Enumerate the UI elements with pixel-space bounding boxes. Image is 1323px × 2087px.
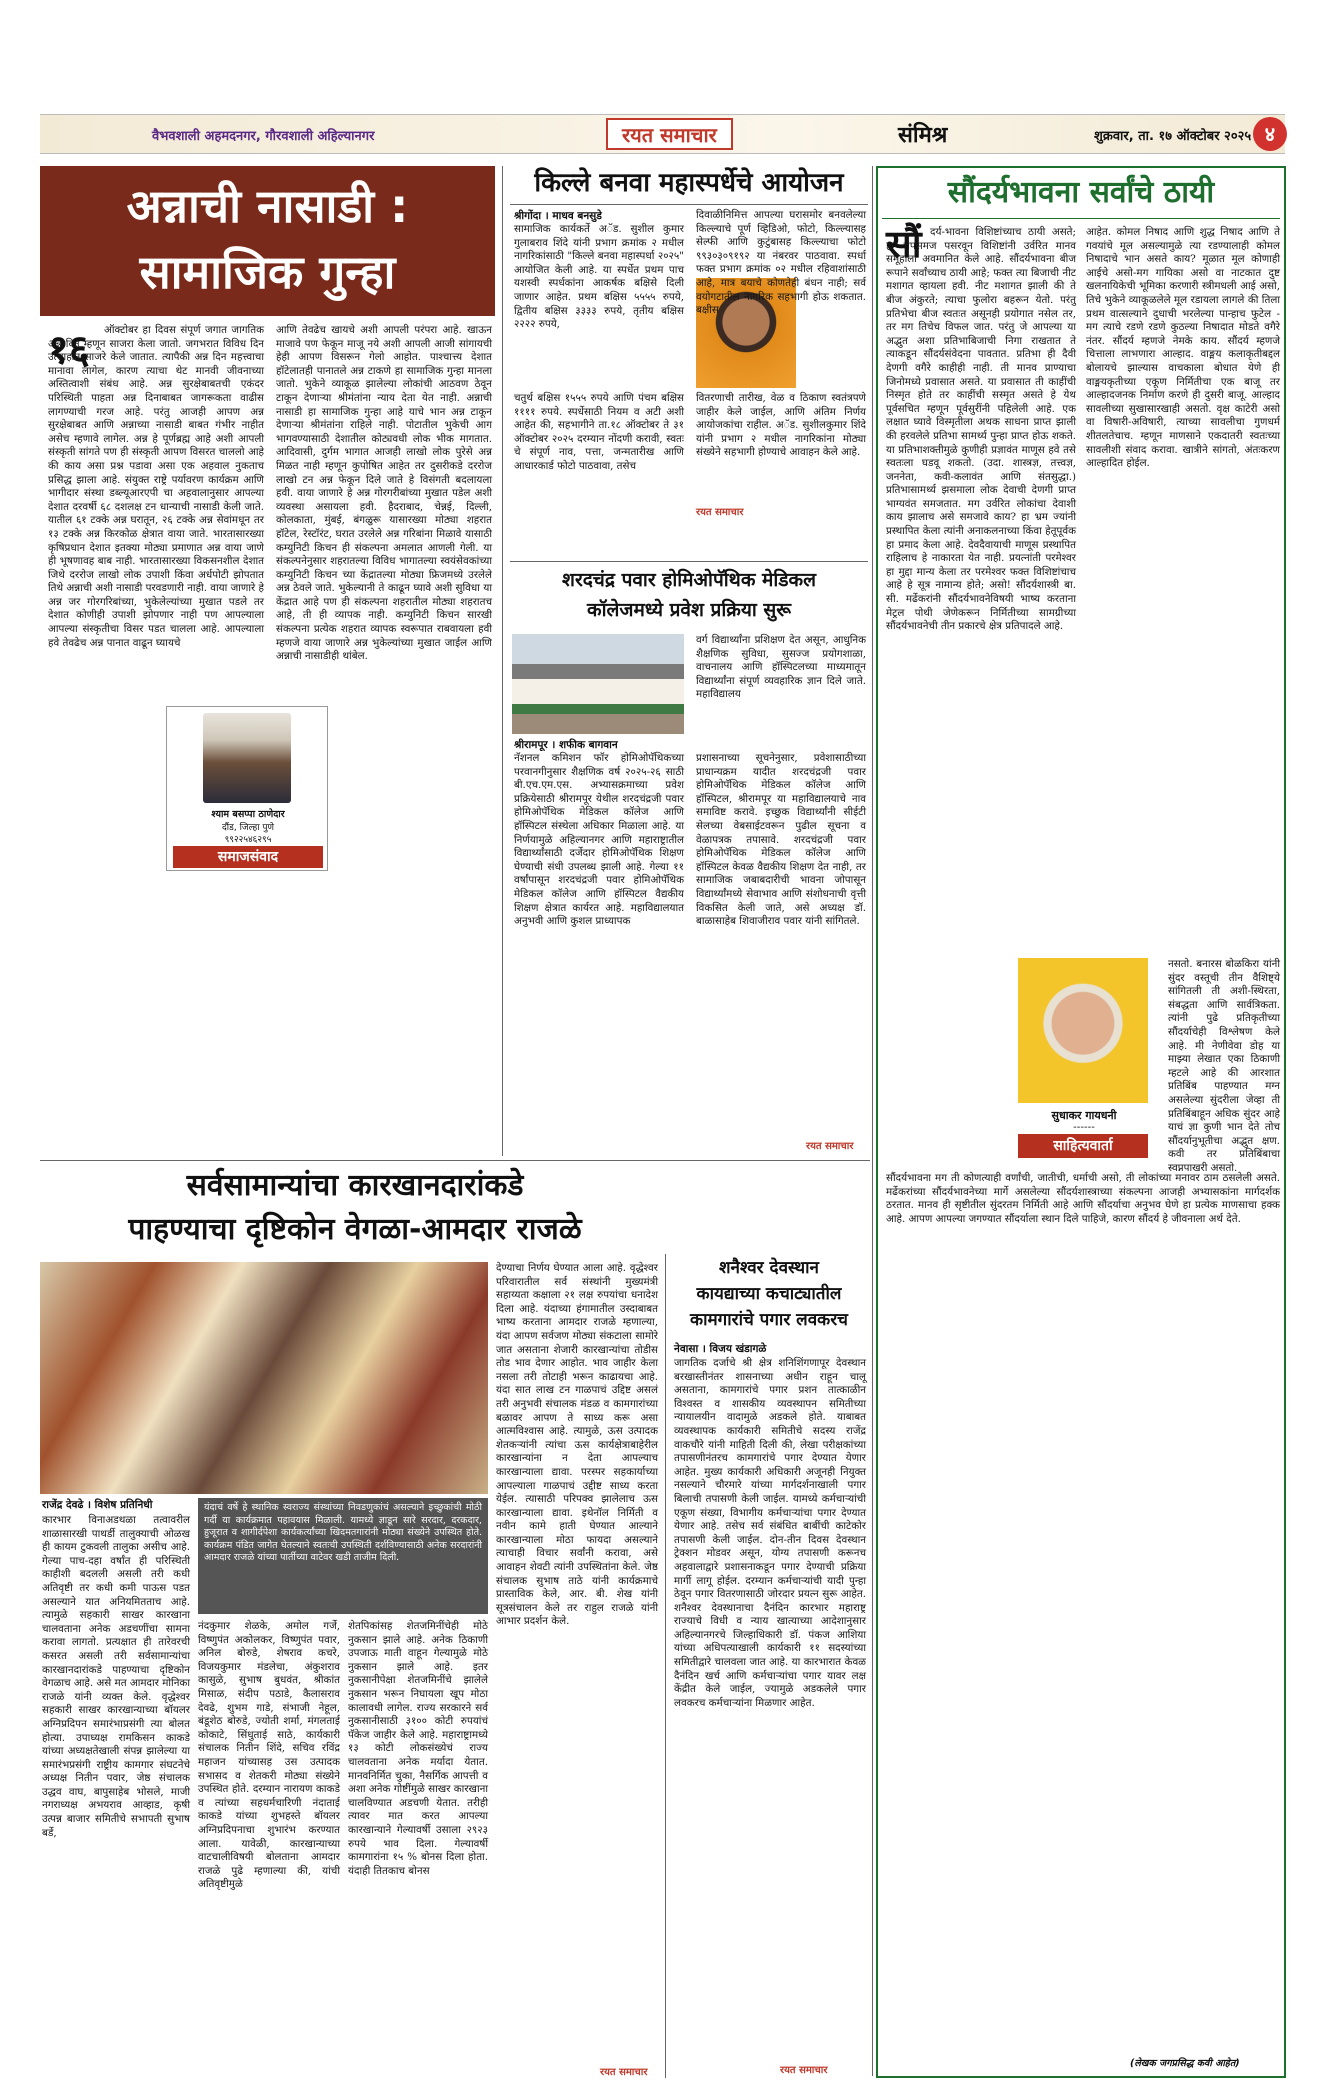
beauty-author-card <box>1008 958 1160 1158</box>
homeo-byline: श्रीरामपूर । शफीक बागवान <box>514 739 618 751</box>
rajale-column-2: नंदकुमार शेळके, अमोल गर्जे, विष्णुपंत अकोलकर, विष्णुपंत पवार, अनिल बोरुडे, शेषराव कचरे, विजयकुमार मंडलेचा, अंकुशराव कासुळे, सुभाष बुधवंत, श्रीकांत मिसाळ, संदीप पठाडे, कैलासराव देवढे, शुभम गाडे, संभाजी नेहूल, बंडूशेठ बोरुडे, ज्योती शर्मा, मंगलताई कोकाटे, सिंधुताई साठे, कार्यकारी संचालक नितीन शिंदे, सचिव रविंद्र महाजन यांच्यासह उस उत्पादक सभासद व शेतकरी मोठ्या संख्येने उपस्थित होते. दरम्यान नारायण काकडे व त्यांच्या सहधर्मचारिणी नंदाताई काकडे यांच्या शुभहस्ते बॉयलर अग्निप्रदिपनाचा शुभारंभ करण्यात आला. यावेळी, कारखान्याच्या वाटचालीविषयी बोलताना आमदार राजळे पुढे म्हणाल्या की, यांची अतिवृष्टीमुळे <box>198 1620 340 1891</box>
homeo-column-1: नॅशनल कमिशन फॉर होमिओपॅथिकच्या परवानगीनुसार शैक्षणिक वर्ष २०२५-२६ साठी बी.एच.एम.एस. अभ्यासक्रमाच्या प्रवेश प्रक्रियेसाठी श्रीरामपूर येथील शरदचंद्रजी पवार होमिओपॅथिक मेडिकल कॉलेज आणि हॉस्पिटल संस्थेला अधिकार मिळाला आहे. या निर्णयामुळे अहिल्यानगर आणि महाराष्ट्रातील विद्यार्थ्यांसाठी दर्जेदार होमिओपॅथिक शिक्षण घेण्याची संधी उपलब्ध झाली आहे. गेल्या ११ वर्षांपासून शरदचंद्रजी पवार होमिओपॅथिक मेडिकल कॉलेज आणि हॉस्पिटल वैद्यकीय शिक्षण क्षेत्रात कार्यरत आहे. महाविद्यालयात अनुभवी आणि कुशल प्राध्यापक <box>514 752 684 928</box>
beauty-column-3: सौंदर्यभावना मग ती कोणत्याही वर्णांची, जातीची, धर्माची असो, ती लोकांच्या मनावर ठाम ठसलेली असते. मर्ढेकरांच्या सौंदर्यभावनेच्या मार्गे असलेल्या सौंदर्यशास्त्राच्या संकल्पना आजही अभ्यासकांना मार्गदर्शक ठरतात. मानव ही सृष्टीतील सुंदरतम निर्मिती आहे आणि सौंदर्याचा अनुभव घेणे हा प्रत्येक माणसाचा हक्क आहे. आपण आपल्या जगण्यात सौंदर्याला स्थान दिले पाहिजे, कारण सौंदर्य हे जीवनाला अर्थ देते. <box>886 1172 1280 1225</box>
masthead-section: संमिश्र <box>898 123 948 148</box>
divider-left <box>502 166 503 1156</box>
shani-article <box>670 1256 868 2078</box>
fort-column-2b: वितरणाची तारीख, वेळ व ठिकाण स्वतंत्रपणे जाहीर केले जाईल, आणि अंतिम निर्णय आयोजकांचा राहील. अॅड. सुशीलकुमार शिंदे यांनी प्रभाग २ मधील नागरिकांना मोठ्या संख्येने सहभागी होण्याचे आवाहन केले आहे. <box>696 392 866 459</box>
beauty-column-2: आहेत. कोमल निषाद आणि शुद्ध निषाद आणि ते गवयांचे मूल असल्यामुळे त्या रडण्यालाही कोमल निषादाचे भान असते काय? मूळात मूल कोणाही आईचे असो-मग गायिका असो वा नाटकात दुष्ट खलनायिकेची भूमिका करणारी स्त्रीमधली आई असो, तिचे भुकेने व्याकूळलेले मूल रडायला लागले की तिला प्रथम वात्सल्याने दुधाची भरलेल्या पान्हाच फुटेल - मग त्याचे रडणे रडणे कुठल्या निषादात मोडते वगैरे नंतर. सौंदर्य म्हणजे नेमके काय. सौंदर्य म्हणजे चित्ताला लाभणारा आल्हाद. वाङ्मय कलाकृतीबद्दल बोलायचे झाल्यास वाचकाला बोधात येणे ही वाङ्मयकृतीच्या एकूण निर्मितीचा एक बाजू तर आल्हादजनक निर्माण करणे ही दुसरी बाजू. आल्हाद सावलीच्या सुखासारखाही असतो. वृक्ष काटेरी असो वा विषारी-अविषारी, त्याच्या सावलीचा गुणधर्म शीतलतेचाच. म्हणून माणसाने एकदातरी स्वतःच्या सावलीशी संवाद करावा. खात्रीने सांगतो, अंतःकरण आल्हादित होईल. <box>1086 226 1280 470</box>
beauty-author-photo <box>1018 958 1148 1103</box>
masthead-paper-name: रयत समाचार <box>606 118 733 150</box>
homeo-credit: रयत समाचार <box>806 1141 854 1152</box>
beauty-column-tag: साहित्यवार्ता <box>1018 1134 1148 1158</box>
divider-shani <box>665 1254 666 2078</box>
food-headline-line1: अन्नाची नासाडी : <box>126 179 409 233</box>
rajale-headline-line1: सर्वसामान्यांचा कारखानदारांकडे <box>186 1168 524 1203</box>
divider-right <box>872 166 873 2076</box>
rajale-headline-line2: पाहण्याचा दृष्टिकोन वेगळा-आमदार राजळे <box>128 1212 582 1247</box>
fort-credit: रयत समाचार <box>696 507 744 518</box>
divider-mid <box>40 1160 870 1161</box>
beauty-dropcap: सौं <box>886 222 922 266</box>
food-column-2: आणि तेवढेच खायचे अशी आपली परंपरा आहे. खाऊन माजावे पण फेकून माजू नये अशी आपली आजी सांगायची हेही आपण विसरून गेलो आहोत. पाश्चात्त्य देशात हॉटेलातही पानातले अन्न टाकणे हा सामाजिक गुन्हा मानला जातो. भुकेने व्याकूळ झालेल्या लोकांची आठवण ठेवून टाकून देणाऱ्या श्रीमंतांना न्याय देता येत नाही. अन्नाची नासाडी हा सामाजिक गुन्हा आहे याचे भान अन्न टाकून देणाऱ्या श्रीमंतांना राहिले नाही. पोटातील भुकेची आग भागवण्यासाठी देशातील कोट्यवधी लोक भीक मागतात. आदिवासी, दुर्गम भागात आजही लाखो लोक पुरेसे अन्न मिळत नाही म्हणून कुपोषित आहेत तर दुसरीकडे दररोज लाखो टन अन्न फेकून दिले जाते हे विसंगती बदलायला हवी. वाया जाणारे हे अन्न गोरगरीबांच्या मुखात पडेल अशी व्यवस्था असायला हवी. हैदराबाद, चेन्नई, दिल्ली, कोलकाता, मुंबई, बंगळुरू यासारख्या मोठ्या शहरात हॉटेल, रेस्टॉरंट, घरात उरलेले अन्न गरिबांना मिळावे यासाठी कम्युनिटी किचन ही संकल्पना अमलात आणली गेली. या संकल्पनेनुसार शहरातल्या विविध भागातल्या स्वयंसेवकांच्या कम्युनिटी किचन च्या केंद्रातल्या मोठ्या फ्रिजमध्ये उरलेले अन्न ठेवले जाते. भुकेल्यानी ते काढून घ्यावे अशी सुविधा या केंद्रात आहे पण ही संकल्पना शहरातील मोठ्या शहरातच आहे, ती ही व्यापक नाही. कम्युनिटी किचन सारखी संकल्पना प्रत्येक शहरात व्यापक स्वरूपात राबवायला हवी म्हणजे वाया जाणारे अन्न भुकेल्यांच्या मुखात जाईल आणि अन्नाची नासाडीही थांबेल. <box>276 324 492 663</box>
beauty-column-1: दर्य-भावना विशिष्टांच्याच ठायी असते; हा अपसमज पसरवून विशिष्टांनी उर्वरित मानव समूहाला अवमानित केले आहे. सौंदर्यभावना बीज रूपाने सर्वांच्याच ठायी आहे; फक्त त्या बिजाची नीट मशागत व्हायला हवी. नीट मशागत झाली की ते बीज अंकुरते; त्याचा फुलोरा बहरून येतो. परंतु प्रतिभेचा बीज स्वतःत असूनही प्रयोगात नसेल तर, तर मग तिचेच विफल जात. परंतु जे आपल्या या अद्भुत अशा प्रतिभाबिजाची निगा राखतात ते त्याकडून सौंदर्यसंवेदना पावतात. प्रतिभा ही दैवी देणगी वगैरे काहीही नाही. ती मानव प्राण्याचा जिनोमध्ये प्रवासात असते. या प्रवासात ती काहींची निस्मृत होते तर काहींची सस्मृत असते हे येथ पूर्वसचित म्हणून पूर्वसुरींनी पहिलेली आहे. एक लक्षात घ्यावे विस्मृतीला अथक साधना प्राप्त झाली की हरवलेले प्रतिभा सामर्थ्य पुन्हा प्राप्त होऊ शकते. या प्रतिभाशक्तीमुळे कुणीही प्रज्ञावंत माणूस हवे तसे स्वतःला घडवू शकतो. (उदा. शास्त्रज्ञ, तत्त्वज्ञ, जननेता, कवी-कलावंत आणि संतसुद्धा.) प्रतिभासामर्थ्य झसमाला लोक देवाची देणगी प्राप्त भाग्यवंत समजतात. मग उर्वरित लोकांचा देवाशी काय झालाच असे समजावे काय? हा भ्रम ज्यांनी प्रस्थापित केला त्यांनी अनाकलनाच्या किंवा हेतूपूर्वक हा प्रमाद केला आहे. देवदैवायाची माणूस प्रस्थापित राहिलाच हे नाकारता येत नाही. प्रयत्नांती परमेश्वर हा मुद्दा मान्य केला तर परमेश्वर फक्त विशिष्टांचाच आहे हे सूत्र नामान्य होते; असो! सौंदर्यशास्त्री बा. सी. मर्ढेकरांनी सौंदर्यभावनेविषयी भाष्य करताना मेट्रल पोथी जेणेकरून निर्मितीच्या सामग्रीच्या सौंदर्यभावनेची तीन प्रकारचे क्षेत्र प्रतिपादले आहे. <box>886 226 1076 633</box>
beauty-column-2b: नसतो. बनारस बोळकिरा यांनी सुंदर वस्तूची तीन वैशिष्ट्ये सांगितली ती अशी-स्थिरता, संबद्धता आणि सार्वत्रिकता. त्यांनी पुढे प्रतिकृतीच्या सौंदर्याचेही विश्लेषण केले आहे. मी नेणीवेवा डोह या माझ्या लेखात एका ठिकाणी म्हटले आहे की आरशात प्रतिबिंब पाहण्यात मग्न असलेल्या सुंदरीला जेव्हा ती प्रतिबिंबाहून अधिक सुंदर आहे याचं ज्ञा कुणी भान देते तोच सौंदर्यानुभूतीचा अद्भुत क्षण. कवी तर प्रतिबिंबाचा स्वप्नपाखरी असतो. <box>1168 958 1280 1174</box>
rajale-event-photo <box>40 1262 488 1494</box>
rajale-column-1: कारभार विनाअडथळा तत्वावरील शाळासारखी पाथर्डी तालुक्याची ओळख ही कायम टुकवली तालुका असीच आहे. गेल्या पाच-दहा वर्षांत ही परिस्थिती काहीशी बदलली असली तरी कधी अतिवृष्टी तर कधी कमी पाऊस पडत असल्याने यात अनियमितताच आहे. त्यामुळे सहकारी साखर कारखाना चालवताना अनेक अडचणींचा सामना करावा लागतो. प्रत्यक्षात ही तारेवरची कसरत असली तरी सर्वसामान्यांचा कारखानदारांकडे पाहण्याचा दृष्टिकोन वेगळाच आहे. असे मत आमदार मोनिका राजळे यांनी व्यक्त केले. वृद्धेश्वर सहकारी साखर कारखान्याच्या बॉयलर अग्निप्रदिपन समारंभाप्रसंगी त्या बोलत होत्या. उपाध्यक्ष रामकिसन काकडे यांच्या अध्यक्षतेखाली संपन्न झालेल्या या समारंभप्रसंगी राष्ट्रीय कामगार संघटनेचे अध्यक्ष नितीन पवार, जेष्ठ संचालक उद्धव वाघ, बापुसाहेब भोसले, माजी नगराध्यक्ष अभयराव आव्हाड, कृषी उत्पन्न बाजार समितीचे सभापती सुभाष बर्डे, <box>42 1514 190 1839</box>
food-author-phone: ९९२२५४६२९५ <box>224 835 272 845</box>
food-author-card <box>166 706 328 871</box>
shani-credit: रयत समाचार <box>780 2065 828 2076</box>
fort-column-1: सामाजिक कार्यकर्ते अॅड. सुशील कुमार गुलाबराव शिंदे यांनी प्रभाग क्रमांक २ मधील नागरिकांसाठी "किल्ले बनवा महास्पर्धा २०२५" आयोजित केली आहे. या स्पर्धेत प्रथम पाच यशस्वी स्पर्धकांना आकर्षक बक्षिसे दिली जाणार आहेत. प्रथम बक्षिस ५५५५ रुपये, द्वितीय बक्षिस ३३३३ रुपये, तृतीय बक्षिस २२२२ रुपये, <box>514 223 684 331</box>
fort-headline: किल्ले बनवा महास्पर्धेचे आयोजन <box>534 168 844 198</box>
food-column-tag: समाजसंवाद <box>173 846 323 868</box>
food-headline-line2: सामाजिक गुन्हा <box>139 245 396 299</box>
fort-byline: श्रीगोंदा । माधव बनसुडे <box>514 210 602 222</box>
page-number-badge: ४ <box>1253 117 1287 151</box>
masthead-date: शुक्रवार, ता. १७ ऑक्टोबर २०२५ <box>1094 129 1252 144</box>
beauty-footnote: (लेखक जगप्रसिद्ध कवी आहेत) <box>1130 2058 1240 2069</box>
food-dropcap: १६ <box>48 326 90 373</box>
rajale-column-3: शेतपिकांसह शेतजमिनींचेही मोठे नुकसान झाले आहे. अनेक ठिकाणी उपजाऊ माती वाहून गेल्यामुळे मोठे नुकसान झाले आहे. इतर नुकसानीपेक्षा शेतजमिनींचे झालेले नुकसान भरून निघायला खूप मोठा कालावधी लागेल. राज्य सरकारने सर्व नुकसानीसाठी ३१०० कोटी रुपयांचं पॅकेज जाहीर केले आहे. महाराष्ट्रामध्ये १३ कोटी लोकसंख्येचं राज्य चालवताना अनेक मर्यादा येतात. मानवनिर्मित चुका, नैसर्गिक आपत्ती व अशा अनेक गोष्टींमुळे साखर कारखाना चालविण्यात अडचणी येतात. तरीही त्यावर मात करत आपल्या कारखान्याने गेल्यावर्षी उसाला २९२३ रुपये भाव दिला. गेल्यावर्षी कामगारांना १५ % बोनस दिला होता. यंदाही तितकाच बोनस <box>348 1620 488 1877</box>
fort-column-2-side <box>802 278 866 390</box>
homeo-headline-line2: कॉलेजमध्ये प्रवेश प्रक्रिया सुरू <box>586 599 792 621</box>
food-author-name: श्याम बसप्पा ठाणेदार <box>211 809 285 820</box>
food-article <box>40 166 495 1156</box>
shani-body: जागतिक दर्जाचे श्री क्षेत्र शनिशिंगणापूर देवस्थान बरखास्तीनंतर शासनाच्या अधीन राहून चालू असताना, कामगारांचे पगार प्रशन तात्काळीन विश्वस्त व शासकीय व्यवस्थापन समितीच्या न्यायालयीन वादामुळे अडकले होते. याबाबत व्यवस्थापक कार्यकारी समितीचे सदस्य राजेंद्र वाकचौरे यांनी माहिती दिली की, लेखा परीक्षकांच्या तपासणीनंतरच कामगारांचे पगार देण्यात येणार आहेत. मुख्य कार्यकारी अधिकारी अजूनही नियुक्त नसल्याने चौरमारे यांच्या मार्गदर्शनाखाली पगार बिलाची तपासणी केली जाईल. यामध्ये कर्मचाऱ्यांची एकूण संख्या, विभागीय कर्मचाऱ्यांचा पगार देण्यात येणार आहे. तसेच सर्व संबंधित बाबींची काटेकोर तपासणी केली जाईल. दोन-तीन दिवस देवस्थान ट्रेक्शन मोडवर असून, योग्य तपासणी करूनच अहवालाद्वारे प्रशासनाकडून पगार देण्याची प्रक्रिया मार्गी लागू होईल. दरम्यान कर्मचाऱ्यांची यादी पुन्हा ठेवून पगार वितरणासाठी जोरदार प्रयत्न सुरू आहेत. शनैश्वर देवस्थानाचा दैनंदिन कारभार महाराष्ट्र राज्याचे विधी व न्याय खात्याच्या आदेशानुसार अहिल्यानगरचे जिल्हाधिकारी डॉ. पंकज आशिया यांच्या अधिपत्याखाली कार्यकारी ११ सदस्यांच्या समितीद्वारे चालवला जात आहे. या कारभारात केवळ दैनंदिन खर्च आणि कर्मचाऱ्यांचा पगार यावर लक्ष केंद्रीत केले जाईल, ज्यामुळे अडकलेले पगार लवकरच कर्मचाऱ्यांना मिळणार आहेत. <box>674 1357 866 1709</box>
masthead-bar <box>40 114 1285 154</box>
beauty-author-name: सुधाकर गायधनी <box>1051 1109 1117 1122</box>
homeo-column-2: प्रशासनाच्या सूचनेनुसार, प्रवेशासाठीच्या प्राधान्यक्रम यादीत शरदचंद्रजी पवार होमिओपॅथिक मेडिकल कॉलेज आणि हॉस्पिटल, श्रीरामपूर या महाविद्यालयाचे नाव समाविष्ट करावे. इच्छुक विद्यार्थ्यांनी सीईटी सेलच्या वेबसाईटवरून पुढील सूचना व वेळापत्रक तपासावे. शरदचंद्रजी पवार होमिओपॅथिक मेडिकल कॉलेज आणि हॉस्पिटल केवळ वैद्यकीय शिक्षण देत नाही, तर सामाजिक जबाबदारीची भावना जोपासून विद्यार्थ्यांमध्ये सेवाभाव आणि संशोधनाची वृत्ती विकसित केली जाते, असे अध्यक्ष डॉ. बाळासाहेब शिवाजीराव पवार यांनी सांगितले. <box>696 752 866 928</box>
rajale-byline: राजेंद्र देवढे । विशेष प्रतिनिधी <box>42 1499 153 1511</box>
shani-headline-line1: शनैश्वर देवस्थान <box>719 1258 819 1278</box>
food-headline-box <box>40 166 495 316</box>
shani-headline-line2: कायद्याच्या कचाट्यातील <box>696 1284 842 1304</box>
shani-byline: नेवासा । विजय खंडागळे <box>674 1343 767 1355</box>
fort-article <box>510 166 868 566</box>
food-author-place: दौंड, जिल्हा पुणे <box>221 823 275 833</box>
masthead-tagline: वैभवशाली अहमदनगर, गौरवशाली अहिल्यानगर <box>152 129 375 144</box>
food-author-photo <box>203 713 291 803</box>
beauty-article <box>876 166 1286 2078</box>
fort-column-2: दिवाळीनिमित्त आपल्या घरासमोर बनवलेल्या किल्ल्याचे पूर्ण व्हिडिओ, फोटो, किल्ल्यासह सेल्फी आणि कुटुंबासह किल्ल्याचा फोटो ९९३०३०९१९२ या नंबरवर पाठवावा. स्पर्धा फक्त प्रभाग क्रमांक ०२ मधील रहिवाशांसाठी आहे, मात्र बयाचे कोणतेही बंधन नाही; सर्व वयोगटातील नागरिक सहभागी होऊ शकतात. बक्षीस <box>696 209 866 317</box>
beauty-author-dash: ------ <box>1073 1122 1095 1133</box>
rajale-article <box>40 1166 670 2080</box>
rajale-column-4: देण्याचा निर्णय घेण्यात आला आहे. वृद्धेश्वर परिवारातील सर्व संस्थांनी मुख्यमंत्री सहाय्यता कक्षाला २१ लक्ष रुपयांचा धनादेश दिला आहे. यंदाच्या हंगामातील उस्दाबाबत भाष्य करताना आमदार राजळे म्हणाल्या, यंदा आपण सर्वजण मोठ्या संकटाला सामोरे जात असताना शेजारी कारखान्यांचा तोडीस तोड भाव देणार आहोत. भाव जाहीर केला नसला तरी तोटाही भरून काढायचा आहे. यंदा सात लाख टन गाळपाचं उद्दिष्ट असलं तरी अनुभवी संचालक मंडळ व कामगारांच्या बळावर आपण ते साध्य करू असा आत्मविश्वास आहे. त्यामुळे, ऊस उत्पादक शेतकऱ्यांनी त्यांचा ऊस कार्यक्षेत्राबाहेरील कारखान्यांना न देता आपल्याच कारखान्याला द्यावा. परस्पर सहकार्याच्या आपल्याला गाळपाचं उद्दीष्ट साध्य करता येईल. त्यासाठी परिपक्व झालेलाच ऊस कारखान्याला द्यावा. इथेनॉल निर्मिती व नवीन कामे हाती घेण्यात आल्याने कारखान्याला मोठा फायदा असल्याने त्याचाही विचार सर्वांनी करावा, असे आवाहन शेवटी त्यांनी उपस्थितांना केले. जेष्ठ संचालक सुभाष ताठे यांनी कार्यक्रमाचे प्रास्ताविक केले, आर. बी. शेख यांनी सूत्रसंचालन केले तर राहुल राजळे यांनी आभार प्रदर्शन केले. <box>496 1262 658 1628</box>
homeo-article <box>510 566 868 1156</box>
food-column-1: ऑक्टोबर हा दिवस संपूर्ण जगात जागतिक अन्न दिन म्हणून साजरा केला जातो. जगभरात विविध दिन उत्साहात साजरे केले जातात. त्यापैकी अन्न दिन महत्त्वाचा मानावा लागेल, कारण त्याचा थेट मानवी जीवनाच्या अस्तित्वाशी संबंध आहे. अन्न सुरक्षेबाबतची एकंदर परिस्थिती पाहता अन्न दिनाबाबत जागरूकता वाढीस लागण्याची गरज आहे. परंतु आजही आपण अन्न सुरक्षेबाबत आणि अन्नाच्या नासाडी बाबत गंभीर नाहीत असेच म्हणावे लागेल. अन्न हे पूर्णब्रह्म आहे अशी आपली संस्कृती सांगते पण ही संस्कृती आपण विसरत चाललो आहे की काय असा प्रश्न पडावा असा एक अहवाल नुकताच प्रसिद्ध झाला आहे. संयुक्त राष्ट्रे पर्यावरण कार्यक्रम आणि भागीदार संस्था डब्ल्यूआरएपी चा अहवालानुसार आपल्या देशात दरवर्षी ६८ दशलक्ष टन धान्याची नासाडी केली जाते. यातील ६१ टक्के अन्न घरातून, २६ टक्के अन्न सेवांमधून तर १३ टक्के अन्न किरकोळ क्षेत्रात वाया जाते. भारतासारख्या कृषिप्रधान देशात इतक्या मोठ्या प्रमाणात अन्न वाया जाणे ही भूषणावह बाब नाही. भारतासारख्या विकसनशील देशात जिथे दररोज लाखो लोक उपाशी किंवा अर्धपोटी झोपतात तिथे अन्नाची अशी नासाडी परवडणारी नाही. वाया जाणारे हे अन्न जर गोरगरिबांच्या, भुकेलेल्यांच्या मुखात पडले तर देशात कोणीही उपाशी झोपणार नाही पण आपल्याला आपल्या संस्कृतीचा विसर पडत चालला आहे. आपल्याला हवे तेवढेच अन्न पानात वाढून घ्यायचे <box>48 324 264 649</box>
homeo-headline-line1: शरदचंद्र पवार होमिओपॅथिक मेडिकल <box>562 569 816 591</box>
rajale-credit: रयत समाचार <box>600 2067 648 2078</box>
shani-headline-line3: कामगारांचे पगार लवकरच <box>690 1310 848 1330</box>
divider-fort-homeo <box>510 561 868 562</box>
fort-column-1b: चतुर्थ बक्षिस १५५५ रुपये आणि पंचम बक्षिस ११११ रुपये. स्पर्धेसाठी नियम व अटी अशी आहेत की, सहभागीने ता.१८ ऑक्टोबर ते ३१ ऑक्टोबर २०२५ दरम्यान नोंदणी करावी, स्वतः चे संपूर्ण नाव, पत्ता, जन्मतारीख आणि आधारकार्ड फोटो पाठवावा, तसेच <box>514 392 684 472</box>
beauty-headline: सौंदर्यभावना सर्वांचे ठायी <box>947 175 1215 210</box>
homeo-intro: वर्ग विद्यार्थ्यांना प्रशिक्षण देत असून, आधुनिक शैक्षणिक सुविधा, सुसज्ज प्रयोगशाळा, वाचनालय आणि हॉस्पिटलच्या माध्यमातून विद्यार्थ्यांना संपूर्ण व्यवहारिक ज्ञान दिले जाते. महाविद्यालय <box>696 634 866 701</box>
homeo-college-photo <box>512 634 684 734</box>
rajale-caption: यंदाचं वर्षे हे स्थानिक स्वराज्य संस्थांच्या निवडणुकांचं असल्याने इच्छुकांची मोठी गर्दी या कार्यक्रमात पहावयास मिळाली. यामध्ये ज्ञाडून सारे सरदार, दरकदार, हुजूरात व शागीर्दपेशा कार्यकर्त्यांच्या खिदमतगारांनी मोठ्या संख्येने उपस्थित होते. कार्यक्रम पंडित जागेत घेतल्याने स्वतःची उपस्थिती दर्शविण्यासाठी अनेक सरदारांनी आमदार राजळे यांच्या पार्तीच्या वाटेवर खडी ताजीम दिली. <box>198 1498 488 1614</box>
